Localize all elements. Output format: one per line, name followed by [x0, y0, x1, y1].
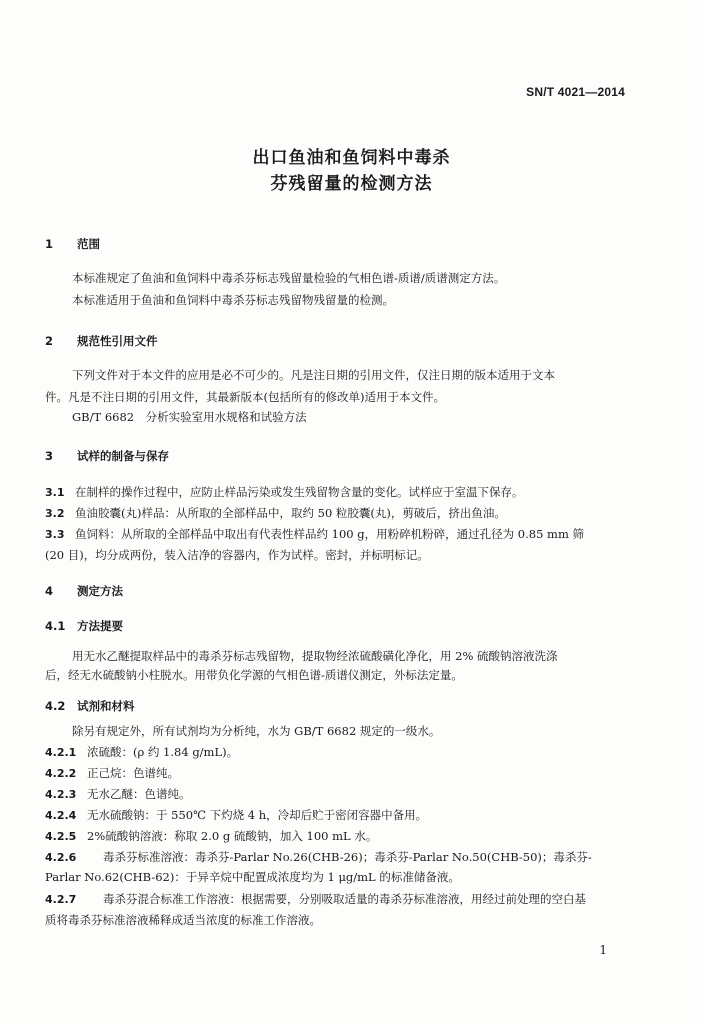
clause-4-2-5: [45, 825, 377, 848]
paragraph: 用无水乙醚提取样品中的毒杀芬标志残留物，提取物经浓硫酸磺化净化，用 2% 硫酸钠溶液洗涤: [72, 649, 558, 663]
section-3-heading: [45, 448, 169, 464]
clause-text: 在制样的操作过程中，应防止样品污染或发生残留物含量的变化。试样应于室温下保存。: [75, 485, 524, 499]
section-4-heading: [45, 583, 123, 599]
clause-4-2-3: [45, 783, 191, 806]
clause-text-continuation: Parlar No.62(CHB-62)：于异辛烷中配置成浓度均为 1 μg/mL 的标准储备液。: [45, 870, 460, 884]
subsection-title: 方法提要: [77, 619, 123, 633]
section-number: 1: [45, 237, 54, 251]
clause-text: 无水乙醚：色谱纯。: [87, 787, 191, 801]
paragraph: 本标准适用于鱼油和鱼饲料中毒杀芬标志残留物残留量的检测。: [72, 293, 394, 307]
clause-text: 毒杀芬混合标准工作溶液：根据需要，分别吸取适量的毒杀芬标准溶液，用经过前处理的空白基: [103, 892, 586, 906]
clause-text: 浓硫酸：(ρ 约 1.84 g/mL)。: [87, 745, 239, 759]
clause-text: 毒杀芬标准溶液：毒杀芬-Parlar No.26(CHB-26)；毒杀芬-Parlar No.50(CHB-50)；毒杀芬-: [103, 850, 592, 864]
document-title-line1: 出口鱼油和鱼饲料中毒杀: [252, 148, 451, 168]
subsection-number: 4.2: [45, 699, 66, 713]
clause-number: 4.2.5: [45, 830, 77, 843]
clause-number: 4.2.6: [45, 851, 77, 864]
clause-number: 4.2.3: [45, 788, 77, 801]
subsection-4-1-heading: [45, 618, 123, 634]
clause-text-continuation: (20 目)，均分成两份，装入洁净的容器内，作为试样。密封，并标明标记。: [45, 548, 429, 562]
section-title: 规范性引用文件: [77, 334, 158, 348]
reference-entry: GB/T 6682 分析实验室用水规格和试验方法: [72, 410, 307, 424]
subsection-number: 4.1: [45, 619, 66, 633]
subsection-4-2-heading: [45, 698, 135, 714]
clause-4-2-1: [45, 741, 238, 764]
clause-number: 3.1: [45, 486, 65, 499]
clause-text: 鱼饲料：从所取的全部样品中取出有代表性样品约 100 g，用粉碎机粉碎，通过孔径为 0.85 mm 筛: [75, 527, 584, 541]
clause-4-2-4: [45, 804, 427, 827]
page-number: 1: [599, 943, 607, 957]
section-number: 3: [45, 449, 54, 463]
standard-code: SN/T 4021—2014: [526, 85, 625, 99]
clause-number: 4.2.4: [45, 809, 77, 822]
clause-3-2: [45, 502, 506, 525]
section-1-heading: [45, 236, 100, 252]
section-title: 试样的制备与保存: [77, 449, 169, 463]
section-title: 测定方法: [77, 584, 123, 598]
paragraph: 除另有规定外，所有试剂均为分析纯，水为 GB/T 6682 规定的一级水。: [72, 724, 441, 738]
paragraph: 件。凡是不注日期的引用文件，其最新版本(包括所有的修改单)适用于本文件。: [45, 390, 445, 404]
section-2-heading: [45, 333, 158, 349]
clause-number: 4.2.1: [45, 746, 77, 759]
clause-number: 3.2: [45, 507, 65, 520]
clause-3-1: [45, 481, 524, 504]
clause-text-continuation: 质将毒杀芬标准溶液稀释成适当浓度的标准工作溶液。: [45, 913, 321, 927]
clause-text: 2%硫酸钠溶液：称取 2.0 g 硫酸钠，加入 100 mL 水。: [87, 829, 378, 843]
clause-number: 4.2.7: [45, 893, 77, 906]
section-number: 4: [45, 584, 54, 598]
paragraph: 本标准规定了鱼油和鱼饲料中毒杀芬标志残留量检验的气相色谱-质谱/质谱测定方法。: [72, 271, 506, 285]
subsection-title: 试剂和材料: [77, 699, 135, 713]
clause-4-2-7: [45, 888, 586, 911]
clause-4-2-2: [45, 762, 179, 785]
clause-number: 4.2.2: [45, 767, 77, 780]
section-title: 范围: [77, 237, 100, 251]
clause-number: 3.3: [45, 528, 65, 541]
clause-text: 鱼油胶囊(丸)样品：从所取的全部样品中，取约 50 粒胶囊(丸)，剪破后，挤出鱼油。: [75, 506, 506, 520]
clause-text: 无水硫酸钠：于 550℃ 下灼烧 4 h，冷却后贮于密闭容器中备用。: [87, 808, 428, 822]
paragraph: 下列文件对于本文件的应用是必不可少的。凡是注日期的引用文件，仅注日期的版本适用于文本: [72, 368, 555, 382]
clause-text: 正己烷：色谱纯。: [87, 766, 179, 780]
clause-3-3: [45, 523, 584, 546]
paragraph: 后，经无水硫酸钠小柱脱水。用带负化学源的气相色谱-质谱仪测定，外标法定量。: [45, 668, 463, 682]
document-title-line2: 芬残留量的检测方法: [270, 174, 433, 194]
section-number: 2: [45, 334, 54, 348]
